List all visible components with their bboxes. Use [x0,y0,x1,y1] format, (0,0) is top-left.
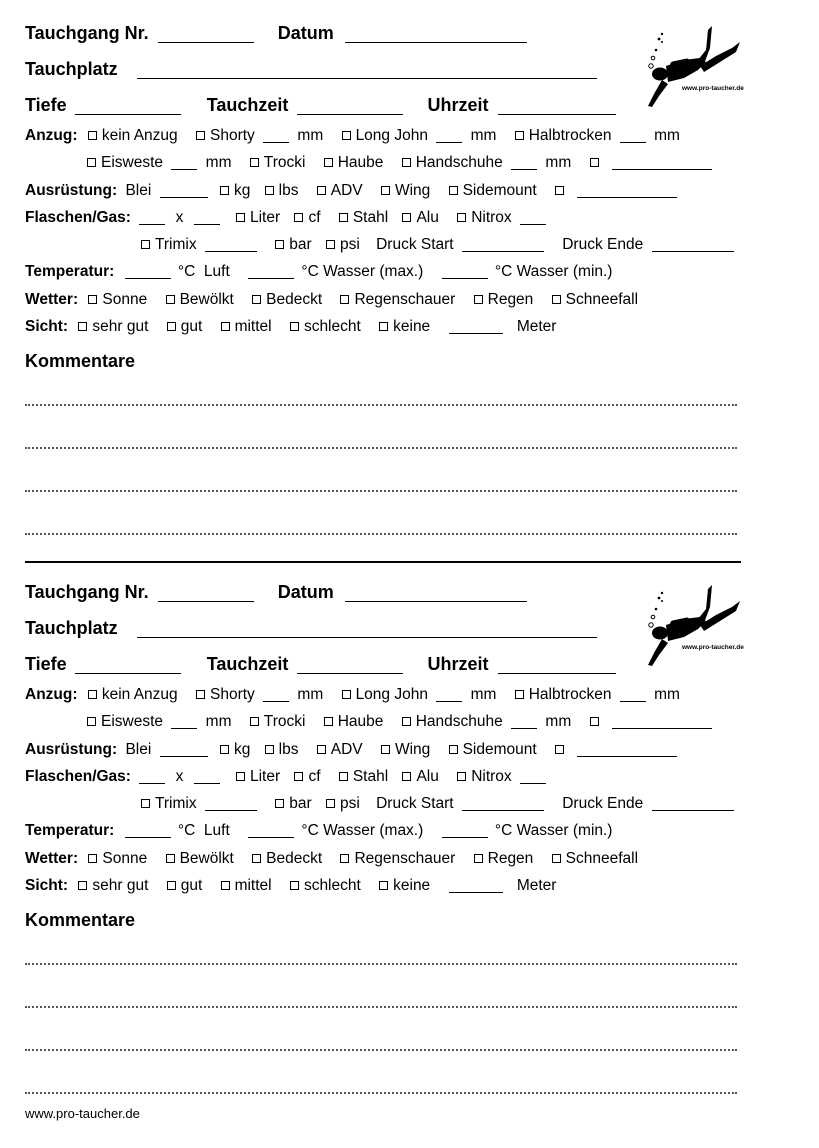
row-depth-time [25,653,616,675]
checkbox-handschuhe[interactable]: Handschuhe [402,154,503,172]
checkbox-gut[interactable]: gut [167,318,203,336]
tanks-gas-label: Flaschen/Gas: [25,209,131,226]
comments-heading: Kommentare [25,351,136,371]
checkbox-adv[interactable]: ADV [317,741,363,759]
dive-site-field[interactable] [137,619,597,638]
logo-text: www.pro-taucher.de [682,644,744,651]
checkbox-kein-anzug[interactable]: kein Anzug [88,686,178,704]
logo [640,581,742,671]
checkbox-eisweste[interactable]: Eisweste [87,713,163,731]
checkbox-schneefall[interactable]: Schneefall [552,850,638,868]
depth-field[interactable] [75,96,181,115]
checkbox-suit-other[interactable] [590,154,604,172]
date-label: Datum [277,582,334,602]
air-temp-unit: °C Luft [177,822,230,839]
row-temperature [25,263,612,281]
checkbox-lbs[interactable]: lbs [265,182,299,200]
unit-mm: mm [654,127,680,144]
row-trimix-pressure [141,236,734,254]
checkbox-stahl[interactable]: Stahl [339,209,388,227]
weather-label: Wetter: [25,291,79,308]
visibility-label: Sicht: [25,318,69,335]
dive-time-label: Tauchzeit [206,95,289,115]
checkbox-schlecht[interactable]: schlecht [290,877,361,895]
unit-mm: mm [205,154,232,171]
water-temp-min-unit: °C Wasser (min.) [494,822,613,839]
nitrox-percent-field[interactable] [520,768,546,784]
visibility-meter-field[interactable] [449,318,503,334]
checkbox-cf[interactable]: cf [294,768,320,786]
checkbox-bar[interactable]: bar [275,795,311,813]
suit-label: Anzug: [25,686,78,703]
comment-line[interactable] [25,1092,737,1094]
comment-line[interactable] [25,447,737,449]
checkbox-bewoelkt[interactable]: Bewölkt [166,291,234,309]
visibility-meter-field[interactable] [449,877,503,893]
unit-mm: mm [470,127,497,144]
checkbox-long-john[interactable]: Long John [342,686,428,704]
checkbox-sidemount[interactable]: Sidemount [449,182,537,200]
pressure-start-label: Druck Start [376,236,454,253]
unit-mm: mm [205,713,232,730]
date-field[interactable] [345,24,527,43]
row-trimix-pressure [141,795,734,813]
times-label: x [175,768,184,785]
checkbox-gut[interactable]: gut [167,877,203,895]
air-temp-field[interactable] [125,263,171,279]
checkbox-shorty[interactable]: Shorty [196,127,255,145]
checkbox-trocki[interactable]: Trocki [250,154,306,172]
dive-number-label: Tauchgang Nr. [25,582,149,602]
checkbox-liter[interactable]: Liter [236,768,280,786]
checkbox-equipment-other[interactable] [555,741,569,759]
halbtrocken-mm-field[interactable] [620,127,646,143]
long-john-mm-field[interactable] [436,127,462,143]
checkbox-nitrox[interactable]: Nitrox [457,768,511,786]
comment-line[interactable] [25,1049,737,1051]
tanks-gas-label: Flaschen/Gas: [25,768,131,785]
checkbox-sidemount[interactable]: Sidemount [449,741,537,759]
checkbox-wing[interactable]: Wing [381,182,430,200]
water-temp-max-field[interactable] [248,263,294,279]
pressure-end-field[interactable] [652,236,734,252]
water-temp-max-unit: °C Wasser (max.) [301,263,424,280]
tank-size-field[interactable] [194,209,220,225]
comment-line[interactable] [25,963,737,965]
date-field[interactable] [345,583,527,602]
unit-mm: mm [654,686,680,703]
temperature-label: Temperatur: [25,263,115,280]
checkbox-liter[interactable]: Liter [236,209,280,227]
visibility-meter-unit: Meter [516,318,557,335]
dive-number-field[interactable] [158,24,254,43]
checkbox-haube[interactable]: Haube [324,713,384,731]
dive-site-field[interactable] [137,60,597,79]
logo [640,22,742,112]
water-temp-min-unit: °C Wasser (min.) [494,263,613,280]
row-suit [25,127,680,145]
checkbox-kein-anzug[interactable]: kein Anzug [88,127,178,145]
checkbox-schlecht[interactable]: schlecht [290,318,361,336]
checkbox-sonne[interactable]: Sonne [88,850,147,868]
nitrox-percent-field[interactable] [520,209,546,225]
footer-url: www.pro-taucher.de [25,1106,140,1121]
checkbox-bar[interactable]: bar [275,236,311,254]
row-dive-number-date [25,22,527,44]
tank-count-field[interactable] [139,209,165,225]
row-equipment [25,182,677,200]
water-temp-max-field[interactable] [248,822,294,838]
checkbox-kg[interactable]: kg [220,182,250,200]
checkbox-long-john[interactable]: Long John [342,127,428,145]
date-label: Datum [277,23,334,43]
weight-field[interactable] [160,741,208,757]
checkbox-trimix[interactable]: Trimix [141,795,197,813]
clock-time-label: Uhrzeit [427,95,489,115]
checkbox-keine[interactable]: keine [379,877,430,895]
row-suit-extras [87,713,712,731]
visibility-meter-unit: Meter [516,877,557,894]
row-tanks-gas [25,768,546,786]
checkbox-lbs[interactable]: lbs [265,741,299,759]
eisweste-mm-field[interactable] [171,713,197,729]
checkbox-bedeckt[interactable]: Bedeckt [252,291,322,309]
tank-size-field[interactable] [194,768,220,784]
row-suit-extras [87,154,712,172]
unit-mm: mm [297,686,324,703]
tank-count-field[interactable] [139,768,165,784]
equipment-other-field[interactable] [577,182,677,198]
clock-time-field[interactable] [498,655,616,674]
dive-number-field[interactable] [158,583,254,602]
checkbox-alu[interactable]: Alu [402,768,438,786]
checkbox-trimix[interactable]: Trimix [141,236,197,254]
checkbox-sehr-gut[interactable]: sehr gut [78,877,148,895]
diver-icon [640,581,742,671]
dive-time-field[interactable] [297,96,403,115]
water-temp-max-unit: °C Wasser (max.) [301,822,424,839]
checkbox-sonne[interactable]: Sonne [88,291,147,309]
row-suit [25,686,680,704]
trimix-field[interactable] [205,236,257,252]
comment-line[interactable] [25,490,737,492]
checkbox-alu[interactable]: Alu [402,209,438,227]
unit-mm: mm [297,127,324,144]
checkbox-wing[interactable]: Wing [381,741,430,759]
comments-heading: Kommentare [25,910,136,930]
equipment-other-field[interactable] [577,741,677,757]
pressure-start-field[interactable] [462,236,544,252]
water-temp-min-field[interactable] [442,263,488,279]
comment-line[interactable] [25,1006,737,1008]
air-temp-unit: °C Luft [177,263,230,280]
weather-label: Wetter: [25,850,79,867]
shorty-mm-field[interactable] [263,127,289,143]
checkbox-shorty[interactable]: Shorty [196,686,255,704]
checkbox-mittel[interactable]: mittel [221,318,272,336]
clock-time-field[interactable] [498,96,616,115]
depth-label: Tiefe [25,95,67,115]
checkbox-eisweste[interactable]: Eisweste [87,154,163,172]
row-weather [25,850,638,868]
dive-site-label: Tauchplatz [25,618,118,638]
pressure-end-label: Druck Ende [562,236,644,253]
dive-time-label: Tauchzeit [206,654,289,674]
checkbox-adv[interactable]: ADV [317,182,363,200]
water-temp-min-field[interactable] [442,822,488,838]
suit-label: Anzug: [25,127,78,144]
equipment-label: Ausrüstung: [25,741,118,758]
row-equipment [25,741,677,759]
row-tanks-gas [25,209,546,227]
row-dive-site [25,58,597,80]
unit-mm: mm [470,686,497,703]
dive-time-field[interactable] [297,655,403,674]
checkbox-psi[interactable]: psi [326,236,360,254]
suit-other-field[interactable] [612,713,712,729]
row-dive-site [25,617,597,639]
visibility-label: Sicht: [25,877,69,894]
pressure-end-field[interactable] [652,795,734,811]
row-visibility [25,318,556,336]
long-john-mm-field[interactable] [436,686,462,702]
pressure-end-label: Druck Ende [562,795,644,812]
clock-time-label: Uhrzeit [427,654,489,674]
checkbox-kg[interactable]: kg [220,741,250,759]
comment-line[interactable] [25,533,737,535]
checkbox-stahl[interactable]: Stahl [339,768,388,786]
shorty-mm-field[interactable] [263,686,289,702]
depth-label: Tiefe [25,654,67,674]
dive-number-label: Tauchgang Nr. [25,23,149,43]
unit-mm: mm [545,154,572,171]
pressure-start-field[interactable] [462,795,544,811]
separator-line [25,561,741,563]
pressure-start-label: Druck Start [376,795,454,812]
checkbox-haube[interactable]: Haube [324,154,384,172]
checkbox-cf[interactable]: cf [294,209,320,227]
checkbox-trocki[interactable]: Trocki [250,713,306,731]
checkbox-regen[interactable]: Regen [474,850,534,868]
row-depth-time [25,94,616,116]
halbtrocken-mm-field[interactable] [620,686,646,702]
suit-other-field[interactable] [612,154,712,170]
checkbox-psi[interactable]: psi [326,795,360,813]
weight-field[interactable] [160,182,208,198]
comment-line[interactable] [25,404,737,406]
checkbox-keine[interactable]: keine [379,318,430,336]
row-weather [25,291,638,309]
handschuhe-mm-field[interactable] [511,713,537,729]
row-visibility [25,877,556,895]
times-label: x [175,209,184,226]
checkbox-regenschauer[interactable]: Regenschauer [340,291,455,309]
row-temperature [25,822,612,840]
checkbox-bewoelkt[interactable]: Bewölkt [166,850,234,868]
equipment-label: Ausrüstung: [25,182,118,199]
dive-site-label: Tauchplatz [25,59,118,79]
dive-log-entry-1 [0,0,819,558]
handschuhe-mm-field[interactable] [511,154,537,170]
checkbox-regenschauer[interactable]: Regenschauer [340,850,455,868]
logo-text: www.pro-taucher.de [682,85,744,92]
checkbox-schneefall[interactable]: Schneefall [552,291,638,309]
checkbox-regen[interactable]: Regen [474,291,534,309]
checkbox-handschuhe[interactable]: Handschuhe [402,713,503,731]
checkbox-halbtrocken[interactable]: Halbtrocken [515,686,612,704]
dive-log-entry-2 [0,559,819,1117]
weight-label: Blei [125,182,152,199]
checkbox-mittel[interactable]: mittel [221,877,272,895]
checkbox-equipment-other[interactable] [555,182,569,200]
checkbox-sehr-gut[interactable]: sehr gut [78,318,148,336]
row-dive-number-date [25,581,527,603]
trimix-field[interactable] [205,795,257,811]
checkbox-bedeckt[interactable]: Bedeckt [252,850,322,868]
weight-label: Blei [125,741,152,758]
checkbox-suit-other[interactable] [590,713,604,731]
checkbox-halbtrocken[interactable]: Halbtrocken [515,127,612,145]
air-temp-field[interactable] [125,822,171,838]
eisweste-mm-field[interactable] [171,154,197,170]
checkbox-nitrox[interactable]: Nitrox [457,209,511,227]
diver-icon [640,22,742,112]
unit-mm: mm [545,713,572,730]
depth-field[interactable] [75,655,181,674]
temperature-label: Temperatur: [25,822,115,839]
